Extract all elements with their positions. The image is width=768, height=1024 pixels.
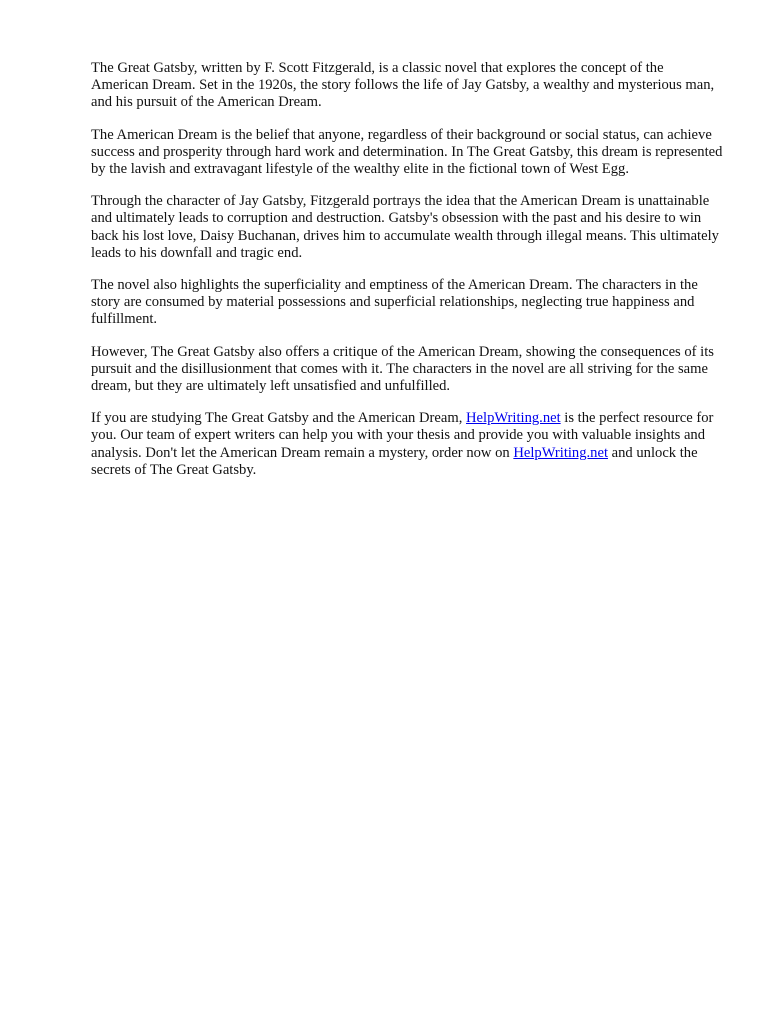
paragraph-intro: The Great Gatsby, written by F. Scott Fitzgerald, is a classic novel that explores the concept of the American Dream. Set in the 1920s, the story follows the life of Jay Gatsby, a wealthy and mysterious man, and his pursuit of the American Dream. xyxy=(91,60,715,111)
paragraph-closing xyxy=(91,410,723,479)
document-body xyxy=(91,60,723,494)
paragraph-american-dream: The American Dream is the belief that anyone, regardless of their background or social status, can achieve success and prosperity through hard work and determination. In The Great Gatsby, this dream is represented by the lavish and extravagant lifestyle of the wealthy elite in the fictional town of West Egg. xyxy=(91,126,723,178)
closing-text-start: If you are studying The Great Gatsby and the American Dream, xyxy=(91,410,466,427)
paragraph-superficiality: The novel also highlights the superficiality and emptiness of the American Dream. The characters in the story are consumed by material possessions and superficial relationships, neglecting true happiness and fulfillment. xyxy=(91,277,698,328)
closing-text-middle: is the perfect resource for you. Our team of expert writers can help you with your thesis and provide you with valuable insights and analysis. Don't let the American Dream remain a mystery, order now on xyxy=(91,410,714,461)
helpwriting-link-2[interactable]: HelpWriting.net xyxy=(513,444,608,461)
closing-text-end: and unlock the secrets of The Great Gatsby. xyxy=(91,444,698,478)
paragraph-jay-gatsby: Through the character of Jay Gatsby, Fitzgerald portrays the idea that the American Dream is unattainable and ultimately leads to corruption and destruction. Gatsby's obsession with the past and his desire to win back his lost love, Daisy Buchanan, drives him to accumulate wealth through illegal means. This ultimately leads to his downfall and tragic end. xyxy=(91,193,719,261)
helpwriting-link-1[interactable]: HelpWriting.net xyxy=(466,410,561,427)
paragraph-critique: However, The Great Gatsby also offers a critique of the American Dream, showing the consequences of its pursuit and the disillusionment that comes with it. The characters in the novel are all striving for the same dream, but they are ultimately left unsatisfied and unfulfilled. xyxy=(91,343,714,395)
